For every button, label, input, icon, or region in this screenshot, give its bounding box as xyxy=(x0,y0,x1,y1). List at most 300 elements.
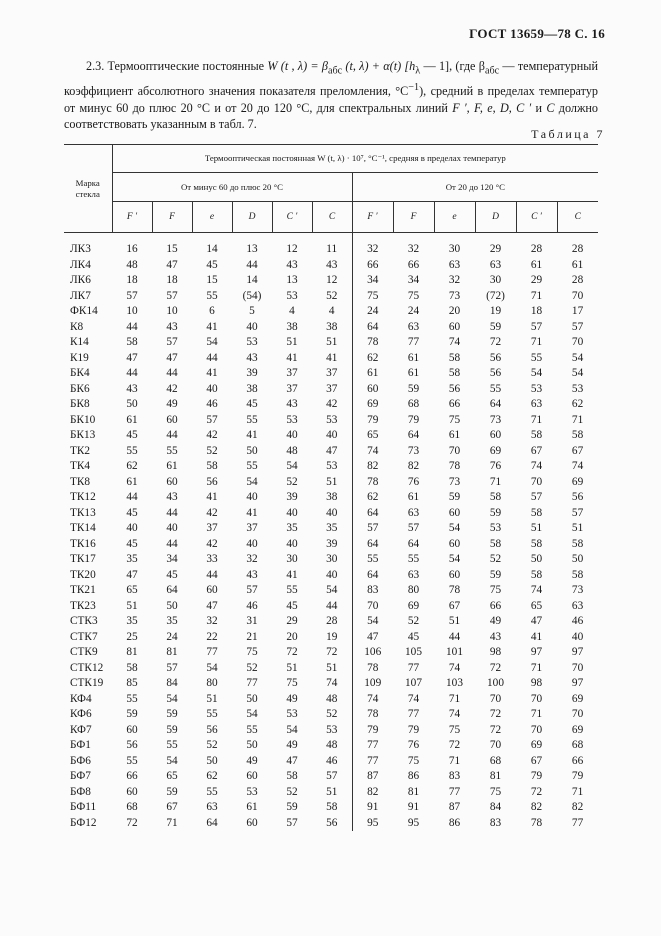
value-cell: 50 xyxy=(206,754,218,767)
value-cell: 71 xyxy=(448,754,461,767)
value-cell: 37 xyxy=(246,522,258,534)
value-cell: 72 xyxy=(489,723,502,736)
value-cell: 54 xyxy=(530,367,543,379)
glass-mark-cell: ТК16 xyxy=(70,537,96,550)
value-cell: 45 xyxy=(286,599,298,612)
value-cell: 86 xyxy=(448,816,461,829)
value-cell: 22 xyxy=(206,630,218,643)
range-header-a: От минус 60 до плюс 20 °С xyxy=(112,173,352,202)
value-cell: 81 xyxy=(166,646,178,658)
value-cell: 67 xyxy=(571,444,584,457)
value-cell: 61 xyxy=(126,413,138,426)
value-cell: 67 xyxy=(530,754,543,767)
value-cell: 56 xyxy=(489,351,502,364)
value-cell: 42 xyxy=(312,397,352,413)
value-cell: 74 xyxy=(571,460,584,472)
value-cell: 43 xyxy=(126,382,138,395)
value-cell: 37 xyxy=(312,366,352,382)
value-cell: 64 xyxy=(489,398,502,410)
paragraph-2-3 xyxy=(64,58,598,133)
value-cell: 31 xyxy=(246,615,258,627)
value-cell: 35 xyxy=(312,521,352,537)
value-cell: 55 xyxy=(367,553,379,565)
value-cell: 43 xyxy=(246,568,258,581)
value-cell: 70 xyxy=(571,289,584,302)
table-row xyxy=(64,304,598,320)
value-cell: 39 xyxy=(246,367,258,379)
value-cell: 59 xyxy=(166,723,178,736)
unit-superscript: −1 xyxy=(408,82,420,94)
value-cell: 58 xyxy=(489,491,502,503)
value-cell: 78 xyxy=(530,816,543,829)
value-cell: 64 xyxy=(166,584,178,596)
value-cell: 49 xyxy=(286,692,298,705)
value-cell: 79 xyxy=(367,723,379,736)
value-cell: 55 xyxy=(286,584,298,596)
value-cell: 64 xyxy=(407,429,420,441)
value-cell: 53 xyxy=(312,723,352,739)
value-cell: 70 xyxy=(448,444,461,457)
value-cell: 48 xyxy=(312,692,352,708)
spectral-line-header: C ′ xyxy=(272,202,312,233)
formula-part-2: (t, λ) + α(t) [h xyxy=(345,59,416,73)
value-cell: 30 xyxy=(286,553,298,565)
value-cell: 51 xyxy=(312,661,352,677)
value-cell: 56 xyxy=(206,723,218,736)
value-cell: 80 xyxy=(206,677,218,689)
page-header: ГОСТ 13659—78 С. 16 xyxy=(469,26,605,41)
value-cell: 44 xyxy=(312,599,352,615)
value-cell: 35 xyxy=(126,615,138,627)
spectral-line-header: F ′ xyxy=(352,202,393,233)
value-cell: 29 xyxy=(489,243,502,255)
value-cell: 43 xyxy=(489,630,502,643)
value-cell: 42 xyxy=(206,506,218,519)
value-cell: 60 xyxy=(246,816,258,829)
value-cell: 45 xyxy=(126,537,138,550)
value-cell: 49 xyxy=(246,754,258,767)
value-cell: 55 xyxy=(126,754,138,767)
value-cell: 72 xyxy=(312,645,352,661)
value-cell: 44 xyxy=(166,537,178,550)
paragraph-lead-text: Термооптические постоянные xyxy=(107,59,265,73)
where-dash: — xyxy=(502,59,515,73)
glass-mark-cell: БФ7 xyxy=(70,770,91,782)
value-cell: 59 xyxy=(489,320,502,333)
glass-mark-cell: ЛК4 xyxy=(70,258,91,271)
value-cell: 63 xyxy=(448,258,461,271)
value-cell: 62 xyxy=(571,398,584,410)
thermo-optic-table xyxy=(64,144,598,831)
value-cell: 50 xyxy=(246,739,258,751)
value-cell: 18 xyxy=(530,305,543,317)
value-cell: 109 xyxy=(364,677,382,689)
value-cell: 73 xyxy=(448,475,461,488)
value-cell: 14 xyxy=(246,274,258,286)
glass-mark-cell: СТК9 xyxy=(70,646,98,658)
table-row xyxy=(64,351,598,367)
value-cell: 35 xyxy=(286,522,298,534)
value-cell: 75 xyxy=(286,677,298,689)
value-cell: 72 xyxy=(448,739,461,751)
value-cell: 50 xyxy=(126,398,138,410)
value-cell: 57 xyxy=(571,506,584,519)
value-cell: 82 xyxy=(530,801,543,813)
value-cell: 56 xyxy=(126,739,138,751)
spectral-line-header: F xyxy=(152,202,192,233)
value-cell: 81 xyxy=(126,646,138,658)
table-row xyxy=(64,692,598,708)
value-cell: 77 xyxy=(407,708,420,720)
value-cell: 44 xyxy=(166,367,178,379)
table-spacer xyxy=(64,233,598,243)
value-cell: 58 xyxy=(571,537,584,550)
value-cell: 86 xyxy=(407,770,420,782)
value-cell: 79 xyxy=(407,723,420,736)
value-cell: 42 xyxy=(166,382,178,395)
value-cell: 52 xyxy=(286,475,298,488)
value-cell: 73 xyxy=(489,413,502,426)
value-cell: 63 xyxy=(407,506,420,519)
value-cell: 82 xyxy=(571,801,584,813)
paragraph-text-2: ), средний в пределах температур от минус 60 до плюс 20 °С и от 20 до 120 °С, для спектральных линий xyxy=(64,84,599,115)
value-cell: 43 xyxy=(246,351,258,364)
value-cell: 30 xyxy=(489,274,502,286)
value-cell: 47 xyxy=(286,754,298,767)
value-cell: 29 xyxy=(530,274,543,286)
value-cell: 60 xyxy=(448,320,461,333)
value-cell: 50 xyxy=(530,553,543,565)
value-cell: 20 xyxy=(448,305,461,317)
value-cell: 14 xyxy=(206,243,218,255)
value-cell: 54 xyxy=(166,692,178,705)
value-cell: 58 xyxy=(286,770,298,782)
value-cell: 46 xyxy=(246,599,258,612)
value-cell: 48 xyxy=(312,738,352,754)
value-cell: 18 xyxy=(126,274,138,286)
value-cell: 75 xyxy=(367,289,379,302)
value-cell: 58 xyxy=(448,351,461,364)
value-cell: 66 xyxy=(448,398,461,410)
value-cell: 58 xyxy=(571,568,584,581)
glass-mark-cell: ЛК3 xyxy=(70,243,91,255)
value-cell: 74 xyxy=(530,460,543,472)
value-cell: 45 xyxy=(166,568,178,581)
glass-mark-cell: ТК8 xyxy=(70,475,91,488)
value-cell: 66 xyxy=(571,754,584,767)
value-cell: 70 xyxy=(571,661,584,674)
value-cell: 44 xyxy=(166,506,178,519)
value-cell: 40 xyxy=(206,382,218,395)
value-cell: 67 xyxy=(530,444,543,457)
value-cell: 72 xyxy=(530,785,543,798)
spectral-line-header: e xyxy=(192,202,232,233)
value-cell: 56 xyxy=(571,491,584,503)
table-row xyxy=(64,568,598,584)
value-cell: 54 xyxy=(367,615,379,627)
value-cell: 43 xyxy=(166,491,178,503)
value-cell: 54 xyxy=(286,460,298,472)
value-cell: 57 xyxy=(166,289,178,302)
glass-mark-cell: ТК21 xyxy=(70,584,96,596)
value-cell: 84 xyxy=(166,677,178,689)
table-row xyxy=(64,444,598,460)
value-cell: 63 xyxy=(571,599,584,612)
value-cell: 58 xyxy=(530,506,543,519)
table-row xyxy=(64,769,598,785)
value-cell: 61 xyxy=(571,258,584,271)
value-cell: 65 xyxy=(367,429,379,441)
value-cell: 72 xyxy=(489,336,502,348)
value-cell: 37 xyxy=(286,382,298,395)
value-cell: 43 xyxy=(166,320,178,333)
value-cell: 65 xyxy=(166,770,178,782)
value-cell: 77 xyxy=(367,754,379,767)
value-cell: 51 xyxy=(312,785,352,801)
value-cell: 55 xyxy=(206,785,218,798)
value-cell: 53 xyxy=(571,382,584,395)
value-cell: 54 xyxy=(206,336,218,348)
value-cell: 74 xyxy=(367,444,379,457)
value-cell: 32 xyxy=(448,274,461,286)
value-cell: 45 xyxy=(126,506,138,519)
value-cell: 107 xyxy=(405,677,422,689)
value-cell: 54 xyxy=(206,661,218,674)
value-cell: 64 xyxy=(367,506,379,519)
value-cell: 63 xyxy=(407,568,420,581)
value-cell: 43 xyxy=(286,258,298,271)
value-cell: 100 xyxy=(487,677,504,689)
value-cell: 75 xyxy=(448,413,461,426)
value-cell: 53 xyxy=(286,289,298,302)
glass-mark-cell: БФ8 xyxy=(70,785,91,798)
value-cell: 50 xyxy=(166,599,178,612)
value-cell: 58 xyxy=(489,537,502,550)
glass-mark-cell: ФК14 xyxy=(70,305,98,317)
value-cell: 51 xyxy=(312,475,352,491)
value-cell: 80 xyxy=(407,584,420,596)
table-row xyxy=(64,366,598,382)
value-cell: 64 xyxy=(367,320,379,333)
value-cell: 103 xyxy=(446,677,463,689)
value-cell: 77 xyxy=(448,785,461,798)
value-cell: 59 xyxy=(126,708,138,720)
value-cell: 73 xyxy=(407,444,420,457)
value-cell: 81 xyxy=(407,785,420,798)
value-cell: 32 xyxy=(246,553,258,565)
value-cell: 19 xyxy=(489,305,502,317)
value-cell: 64 xyxy=(206,816,218,829)
glass-mark-cell: ТК17 xyxy=(70,553,96,565)
value-cell: 71 xyxy=(166,816,178,829)
value-cell: 16 xyxy=(126,243,138,255)
glass-mark-cell: КФ7 xyxy=(70,723,92,736)
value-cell: 57 xyxy=(206,413,218,426)
value-cell: 70 xyxy=(489,692,502,705)
value-cell: 41 xyxy=(286,568,298,581)
value-cell: 55 xyxy=(407,553,420,565)
value-cell: 83 xyxy=(448,770,461,782)
value-cell: 50 xyxy=(246,692,258,705)
spectral-line-header: C xyxy=(557,202,598,233)
table-row xyxy=(64,397,598,413)
value-cell: 97 xyxy=(571,646,584,658)
value-cell: 47 xyxy=(126,568,138,581)
value-cell: 37 xyxy=(312,382,352,398)
where-text: (где β xyxy=(455,59,485,73)
table-row xyxy=(64,506,598,522)
value-cell: 60 xyxy=(126,785,138,798)
value-cell: 59 xyxy=(489,506,502,519)
table-row xyxy=(64,599,598,615)
table-row xyxy=(64,630,598,646)
value-cell: 75 xyxy=(407,754,420,767)
value-cell: 12 xyxy=(312,273,352,289)
value-cell: 77 xyxy=(367,739,379,751)
value-cell: 42 xyxy=(206,429,218,441)
value-cell: 53 xyxy=(286,708,298,720)
table-row xyxy=(64,552,598,568)
value-cell: 105 xyxy=(405,646,422,658)
value-cell: 71 xyxy=(530,661,543,674)
value-cell: 41 xyxy=(246,506,258,519)
value-cell: 61 xyxy=(367,367,379,379)
value-cell: 76 xyxy=(407,739,420,751)
value-cell: 15 xyxy=(206,274,218,286)
glass-mark-cell: БК6 xyxy=(70,382,90,395)
value-cell: 72 xyxy=(126,816,138,829)
value-cell: 69 xyxy=(571,723,584,736)
paragraph-tail: должно соответствовать указанным в табл. 7. xyxy=(64,100,599,132)
value-cell: 41 xyxy=(206,367,218,379)
table-row xyxy=(64,335,598,351)
value-cell: 68 xyxy=(489,754,502,767)
value-cell: 60 xyxy=(489,429,502,441)
value-cell: 25 xyxy=(126,630,138,643)
value-cell: 63 xyxy=(206,801,218,813)
value-cell: 84 xyxy=(489,801,502,813)
glass-mark-cell: БК10 xyxy=(70,413,96,426)
value-cell: 6 xyxy=(209,305,215,317)
value-cell: 58 xyxy=(530,568,543,581)
value-cell: 40 xyxy=(246,537,258,550)
value-cell: 57 xyxy=(166,336,178,348)
value-cell: 75 xyxy=(246,646,258,658)
value-cell: 52 xyxy=(489,553,502,565)
value-cell: 98 xyxy=(530,677,543,689)
value-cell: 61 xyxy=(166,460,178,472)
table-row xyxy=(64,738,598,754)
value-cell: 56 xyxy=(448,382,461,395)
value-cell: 70 xyxy=(489,739,502,751)
value-cell: 79 xyxy=(571,770,584,782)
value-cell: 20 xyxy=(286,630,298,643)
glass-mark-cell: КФ4 xyxy=(70,692,92,705)
glass-mark-cell: СТК12 xyxy=(70,661,104,674)
value-cell: 68 xyxy=(126,801,138,813)
value-cell: 40 xyxy=(312,428,352,444)
value-cell: 57 xyxy=(286,816,298,829)
value-cell: 60 xyxy=(448,537,461,550)
value-cell: 40 xyxy=(246,320,258,333)
value-cell: 78 xyxy=(367,708,379,720)
value-cell: 41 xyxy=(246,429,258,441)
value-cell: 66 xyxy=(367,258,379,271)
value-cell: 40 xyxy=(286,429,298,441)
value-cell: 53 xyxy=(312,413,352,429)
value-cell: 57 xyxy=(407,522,420,534)
value-cell: 41 xyxy=(206,320,218,333)
value-cell: 74 xyxy=(448,708,461,720)
table-row xyxy=(64,490,598,506)
value-cell: 48 xyxy=(126,258,138,271)
value-cell: 71 xyxy=(448,692,461,705)
value-cell: 71 xyxy=(530,413,543,426)
value-cell: 72 xyxy=(489,661,502,674)
value-cell: 40 xyxy=(286,537,298,550)
table-row xyxy=(64,645,598,661)
value-cell: 18 xyxy=(166,274,178,286)
value-cell: 38 xyxy=(286,320,298,333)
value-cell: 54 xyxy=(312,583,352,599)
value-cell: 77 xyxy=(246,677,258,689)
value-cell: 58 xyxy=(448,367,461,379)
value-cell: 64 xyxy=(367,568,379,581)
value-cell: 58 xyxy=(571,429,584,441)
value-cell: 75 xyxy=(489,584,502,596)
value-cell: 78 xyxy=(367,475,379,488)
table-row xyxy=(64,459,598,475)
table-row xyxy=(64,289,598,305)
value-cell: 57 xyxy=(246,584,258,596)
value-cell: 71 xyxy=(530,289,543,302)
value-cell: 40 xyxy=(166,522,178,534)
value-cell: 78 xyxy=(367,661,379,674)
value-cell: 75 xyxy=(448,723,461,736)
value-cell: 79 xyxy=(407,413,420,426)
value-cell: 82 xyxy=(367,460,379,472)
value-cell: 30 xyxy=(448,243,461,255)
value-cell: 54 xyxy=(286,723,298,736)
value-cell: 50 xyxy=(246,444,258,457)
value-cell: 70 xyxy=(367,599,379,612)
spectral-lines-3: C xyxy=(546,100,555,115)
value-cell: 37 xyxy=(206,522,218,534)
value-cell: 63 xyxy=(530,398,543,410)
value-cell: 79 xyxy=(367,413,379,426)
value-cell: 40 xyxy=(246,491,258,503)
value-cell: 32 xyxy=(367,243,379,255)
value-cell: 63 xyxy=(489,258,502,271)
spectral-line-header: e xyxy=(434,202,475,233)
value-cell: 71 xyxy=(489,475,502,488)
table-row xyxy=(64,413,598,429)
table-row xyxy=(64,273,598,289)
value-cell: 54 xyxy=(571,367,584,379)
value-cell: 55 xyxy=(206,708,218,720)
value-cell: 74 xyxy=(448,661,461,674)
spectral-lines-1: F ′, F, e, xyxy=(452,100,496,115)
value-cell: 57 xyxy=(530,320,543,333)
table-caption: Таблица 7 xyxy=(531,127,605,141)
value-cell: 66 xyxy=(489,599,502,612)
value-cell: 51 xyxy=(286,336,298,348)
value-cell: 41 xyxy=(206,491,218,503)
value-cell: 24 xyxy=(407,305,420,317)
table-row xyxy=(64,614,598,630)
value-cell: 48 xyxy=(286,444,298,457)
table-row xyxy=(64,754,598,770)
